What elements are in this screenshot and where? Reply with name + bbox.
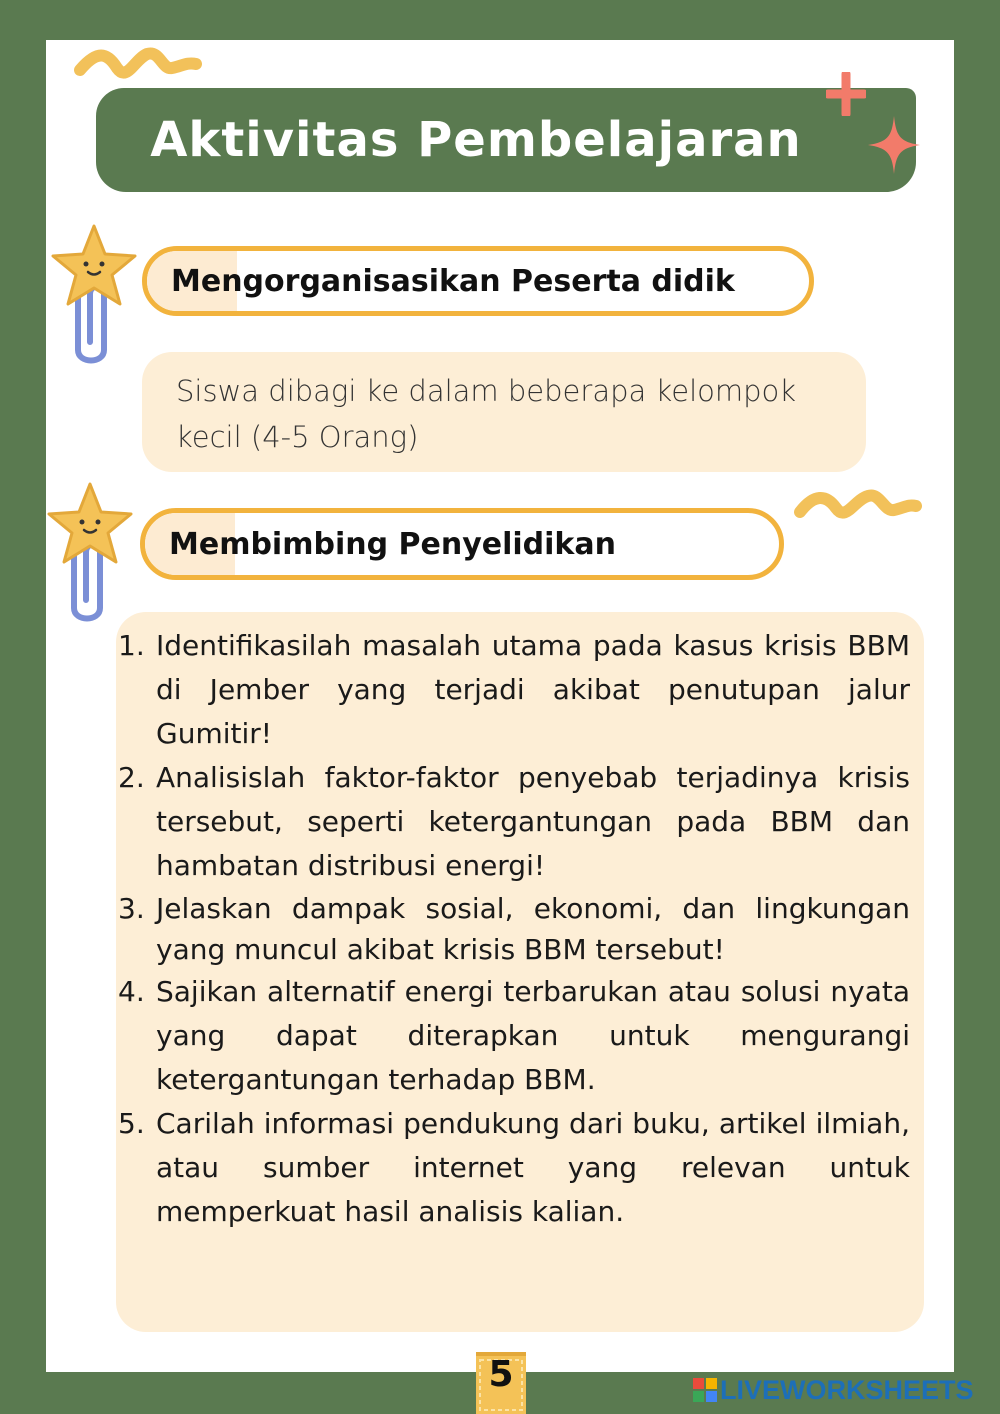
task-text: Sajikan alternatif energi terbarukan atau solusi nyata yang dapat diterapkan untuk mengurangi ketergantungan terhadap BBM.: [156, 975, 910, 1096]
task-number: 1.: [118, 629, 145, 662]
watermark-text: LIVEWORKSHEETS: [720, 1374, 974, 1405]
squiggle-decoration-top: [72, 40, 202, 90]
task-item: [118, 970, 910, 1102]
task-list: [118, 624, 910, 1234]
task-number: 4.: [118, 975, 145, 1008]
title-banner: [96, 88, 916, 192]
organize-description-box: [142, 352, 866, 472]
page-number-tag: [474, 1350, 528, 1414]
liveworksheets-logo-icon: [692, 1377, 718, 1403]
task-item: [118, 756, 910, 888]
task-text: Analisislah faktor-faktor penyebab terjadinya krisis tersebut, seperti ketergantungan pada BBM dan hambatan distribusi energi!: [156, 761, 910, 882]
section-heading-organize: [142, 246, 814, 316]
section-heading-text: Mengorganisasikan Peserta didik: [171, 263, 735, 299]
page-number: 5: [488, 1354, 514, 1395]
investigation-tasks-box: [116, 612, 924, 1332]
section-heading-investigation: [140, 508, 784, 580]
task-item: [118, 1102, 910, 1234]
page-title: Aktivitas Pembelajaran: [150, 112, 802, 168]
task-item: [118, 888, 910, 970]
section-heading-text: Membimbing Penyelidikan: [169, 526, 616, 562]
star-paperclip-icon: [44, 480, 136, 626]
task-number: 3.: [118, 892, 145, 925]
star-paperclip-icon: [48, 222, 140, 368]
squiggle-decoration-right: [792, 482, 922, 530]
sparkle-small-icon: [826, 72, 866, 116]
task-number: 5.: [118, 1107, 145, 1140]
task-number: 2.: [118, 761, 145, 794]
liveworksheets-watermark[interactable]: [692, 1374, 974, 1406]
task-item: [118, 624, 910, 756]
task-text: Carilah informasi pendukung dari buku, artikel ilmiah, atau sumber internet yang relevan untuk memperkuat hasil analisis kalian.: [156, 1107, 910, 1228]
task-text: Identifikasilah masalah utama pada kasus krisis BBM di Jember yang terjadi akibat penutupan jalur Gumitir!: [156, 629, 910, 750]
sparkle-large-icon: [864, 112, 924, 178]
organize-description-text: Siswa dibagi ke dalam beberapa kelompok kecil (4-5 Orang): [176, 374, 797, 454]
task-text: Jelaskan dampak sosial, ekonomi, dan lingkungan yang muncul akibat krisis BBM tersebut!: [156, 892, 910, 966]
